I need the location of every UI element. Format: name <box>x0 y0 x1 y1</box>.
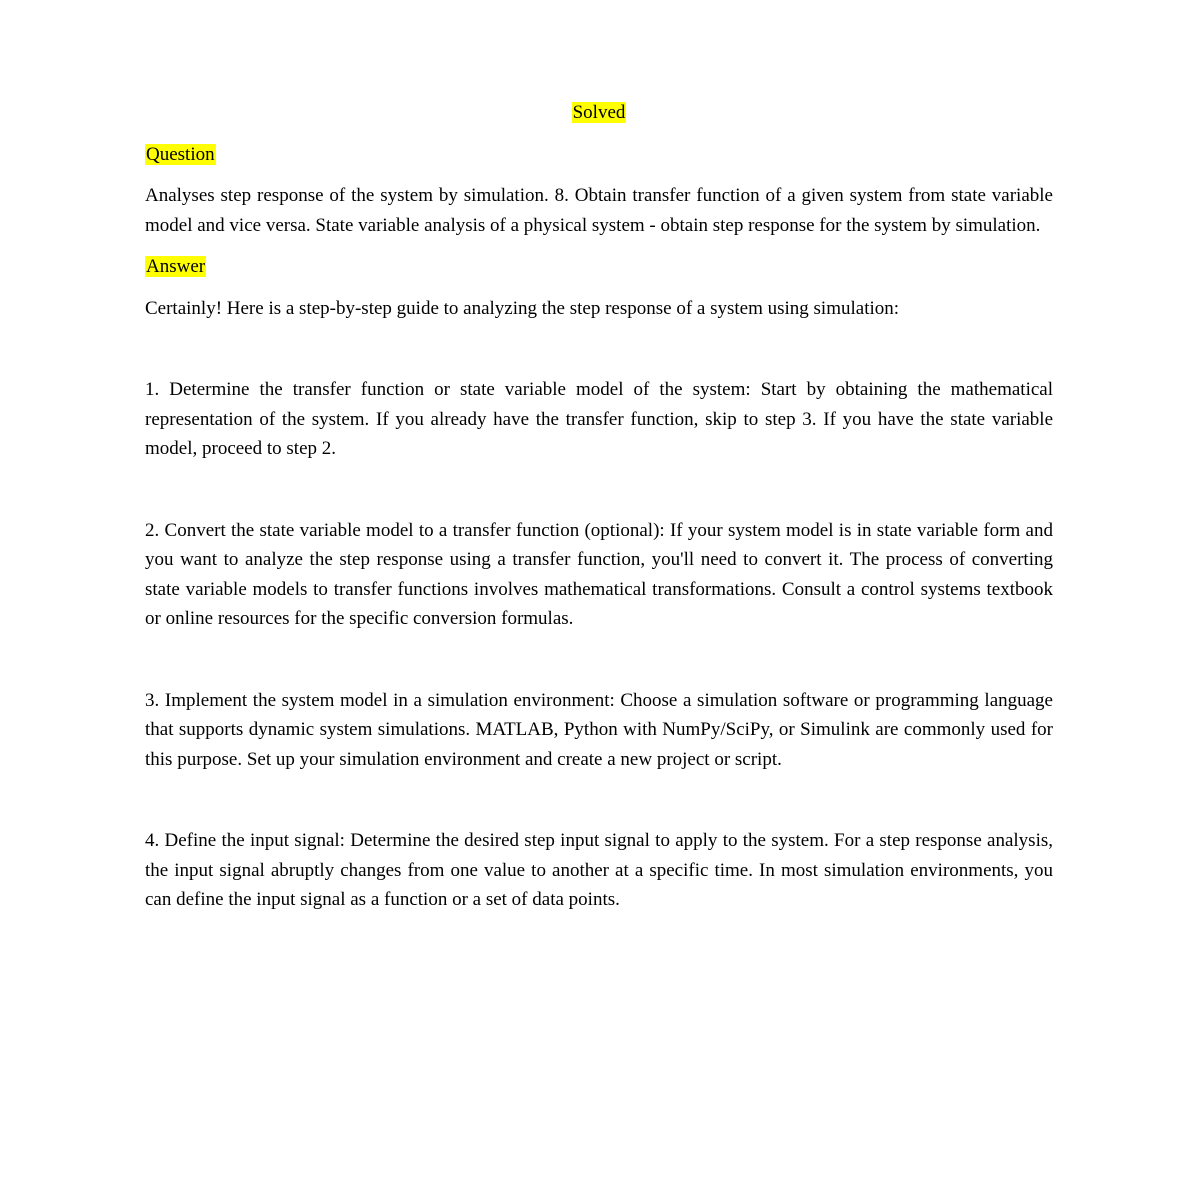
step-1-paragraph: 1. Determine the transfer function or state variable model of the system: Start by obtaining the mathematical representation of the system. If you already have the transfer function, skip to step 3. If you have the state variable model, proceed to step 2. <box>145 379 1053 459</box>
answer-intro: Certainly! Here is a step-by-step guide to analyzing the step response of a system using simulation: <box>145 297 900 319</box>
question-text: Analyses step response of the system by simulation. 8. Obtain transfer function of a given system from state variable model and vice versa. State variable analysis of a physical system - obtain step response for the system by simulation. <box>145 185 1053 236</box>
document-page <box>145 98 1053 927</box>
document-title: Solved <box>572 102 626 123</box>
step-3-paragraph: 3. Implement the system model in a simulation environment: Choose a simulation software or programming language that supports dynamic system simulations. MATLAB, Python with NumPy/SciPy, or Simulink are commonly used for this purpose. Set up your simulation environment and create a new project or script. <box>145 689 1053 770</box>
step-4-paragraph: 4. Define the input signal: Determine the desired step input signal to apply to the system. For a step response analysis, the input signal abruptly changes from one value to another at a specific time. In most simulation environments, you can define the input signal as a function or a set of data points. <box>145 830 1053 910</box>
step-2-paragraph: 2. Convert the state variable model to a transfer function (optional): If your system model is in state variable form and you want to analyze the step response using a transfer function, you'll need to convert it. The process of converting state variable models to transfer functions involves mathematical transformations. Consult a control systems textbook or online resources for the specific conversion formulas. <box>145 519 1053 629</box>
answer-heading-row <box>145 252 1053 282</box>
question-label: Question <box>146 143 215 165</box>
title-row <box>145 98 1053 128</box>
answer-label: Answer <box>146 256 206 277</box>
question-heading-row <box>145 140 1053 170</box>
